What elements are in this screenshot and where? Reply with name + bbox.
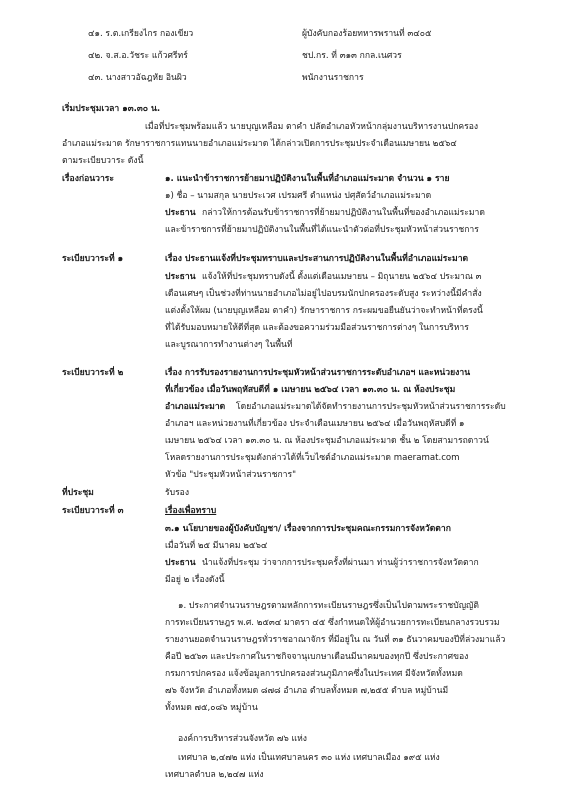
agenda-2-text: หัวข้อ "ประชุมหัวหน้าส่วนราชการ" [165,470,297,480]
provincial-admin-line: องค์การบริหารส่วนจังหวัด ๗๖ แห่ง [178,734,307,744]
agenda-3-date: เมื่อวันที่ ๒๕ มีนาคม ๒๕๖๔ [165,541,268,551]
meeting-start-label: เริ่มประชุมเวลา ๑๓.๓๐ น. [62,104,161,114]
attendee-name: ๔๓. นางสาวอัฉฎหัย อินผิว [88,73,187,83]
agenda-3-paragraph: ๑. ประกาศจำนวนราษฎรตามหลักการทะเบียนราษฎรซึ่งเป็นไปตามพระราชบัญญัติ [178,601,479,611]
agenda-3-paragraph: การทะเบียนราษฎร พ.ศ. ๒๕๓๔ มาตรา ๔๕ ซึ่งกำหนดให้ผู้อำนวยการทะเบียนกลางรวบรวม [165,618,500,628]
chair-text: และข้าราชการที่ย้ายมาปฏิบัติงานในพื้นที่ได้แนะนำตัวต่อที่ประชุมหัวหน้าส่วนราชการ [165,225,479,235]
agenda-2-label: ระเบียบวาระที่ ๒ [62,368,124,378]
agenda-2-text: โดยอำเภอแม่ระมาดได้จัดทำรายงานการประชุมหัวหน้าส่วนราชการระดับ [236,402,506,412]
agenda-1-text: แต่งตั้งให้ผม (นายบุญเหลือม ตาคำ) รักษาราชการ กระผมขอยืนยันว่าจะทำหน้าที่ตรงนี้ [165,306,483,316]
agenda-3-paragraph: ทั้งหมด ๗๕,๐๘๖ หมู่บ้าน [165,703,258,713]
opening-line: ตามระเบียบวาระ ดังนี้ [62,156,144,166]
agenda-1-label: ระเบียบวาระที่ ๑ [62,254,124,264]
agenda-3-label: ระเบียบวาระที่ ๓ [62,506,124,516]
agenda-2-text: เมษายน ๒๕๖๔ เวลา ๑๓.๓๐ น. ณ ห้องประชุมอำเภอแม่ระมาด ชั้น ๒ โดยสามารถดาวน์ [165,436,489,446]
opening-line: เมื่อที่ประชุมพร้อมแล้ว นายบุญเหลือม ตาคำ ปลัดอำเภอหัวหน้ากลุ่มงานบริหารงานปกครอง [145,122,479,132]
chair-label: ประธาน [165,272,196,282]
attendee-position: ชป.กร. ที่ ๓๑๓ กกล.เนศวร [302,51,402,61]
agenda-3-text: นำแจ้งที่ประชุม ว่าจากการประชุมครั้งที่ผ่านมา ท่านผู้ว่าราชการจังหวัดตาก [202,558,479,568]
agenda-2-heading: เรื่อง การรับรองรายงานการประชุมหัวหน้าส่วนราชการระดับอำเภอฯ และหน่วยงาน [165,368,471,378]
agenda-3-paragraph: กรมการปกครอง แจ้งข้อมูลการปกครองส่วนภูมิภาคซึ่งในประเทศ มีจังหวัดทั้งหมด [165,669,463,679]
agenda-2-heading: อำเภอแม่ระมาด [165,402,226,412]
resolution-label: ที่ประชุม [62,488,94,498]
chair-label: ประธาน [165,208,196,218]
agenda-1-heading: เรื่อง ประธานแจ้งที่ประชุมทราบและประสานการปฏิบัติงานในพื้นที่อำเภอแม่ระมาด [165,254,469,264]
agenda-2-text: โหลดรายงานการประชุมดังกล่าวได้ที่เว็บไซต์อำเภอแม่ระมาด maeramat.com [165,453,460,463]
agenda-3-text: มีอยู่ ๒ เรื่องดังนี้ [165,575,225,585]
agenda-3-paragraph: คือปี ๒๕๖๓ และประกาศในราชกิจจานุเบกษาเดือนมีนาคมของทุกปี ซึ่งประกาศของ [165,652,469,662]
attendee-name: ๔๒. จ.ส.อ.วัชระ แก้วศรีทร์ [88,51,188,61]
agenda-2-heading: ที่เกี่ยวข้อง เมื่อวันพฤหัสบดีที่ ๑ เมษายน ๒๕๖๔ เวลา ๑๓.๓๐ น. ณ ห้องประชุม [165,385,456,395]
agenda-3-subheading: ๓.๑ นโยบายของผู้บังคับบัญชา/ เรื่องจากการประชุมคณะกรรมการจังหวัดตาก [165,524,451,534]
agenda-1-text: และบูรณาการทำงานต่างๆ ในพื้นที่ [165,340,293,350]
chair-label: ประธาน [165,558,196,568]
before-agenda-item: ๑) ชื่อ – นามสกุล นายประเวศ เปรมศรี ตำแหน่ง ปศุสัตว์อำเภอแม่ระมาด [165,191,432,201]
attendee-name: ๔๑. ร.ต.เกรียงไกร กองเขียว [88,29,194,39]
resolution-value: รับรอง [165,488,190,498]
chair-text: กล่าวให้การต้อนรับข้าราชการที่ย้ายมาปฏิบัติงานในพื้นที่ของอำเภอแม่ระมาด [202,208,485,218]
agenda-1-text: ที่ได้รับมอบหมายให้ดีที่สุด และต้องขอความร่วมมือส่วนราชการต่างๆ ในการบริหาร [165,323,469,333]
agenda-2-text: อำเภอฯ และหน่วยงานที่เกี่ยวข้อง ประจำเดือนเมษายน ๒๕๖๔ เมื่อวันพฤหัสบดีที่ ๑ [165,419,465,429]
agenda-3-heading: เรื่องเพื่อทราบ [165,506,217,516]
before-agenda-heading: ๑. แนะนำข้าราชการย้ายมาปฏิบัติงานในพื้นที่อำเภอแม่ระมาด จำนวน ๑ ราย [165,174,450,184]
municipality-line: เทศบาลตำบล ๒,๒๔๗ แห่ง [165,770,264,780]
agenda-1-text: แจ้งให้ที่ประชุมทราบดังนี้ ตั้งแต่เดือนเมษายน – มิถุนายน ๒๕๖๔ ประมาณ ๓ [202,272,482,282]
before-agenda-label: เรื่องก่อนวาระ [62,174,115,184]
opening-line: อำเภอแม่ระมาด รักษาราชการแทนนายอำเภอแม่ระมาด ได้กล่าวเปิดการประชุมประจำเดือนเมษายน ๒๕๖๔ [62,139,457,149]
attendee-position: พนักงานราชการ [302,73,364,83]
agenda-3-paragraph: ๗๖ จังหวัด อำเภอทั้งหมด ๘๗๘ อำเภอ ตำบลทั้งหมด ๗,๒๕๕ ตำบล หมู่บ้านมี [165,686,449,696]
agenda-1-text: เดือนเศษๆ เป็นช่วงที่ท่านนายอำเภอไม่อยู่ไปอบรมนักปกครองระดับสูง ระหว่างนี้มีคำสั่ง [165,289,482,299]
municipality-line: เทศบาล ๒,๔๗๒ แห่ง เป็นเทศบาลนคร ๓๐ แห่ง เทศบาลเมือง ๑๙๕ แห่ง [178,753,440,763]
agenda-3-paragraph: รายงานยอดจำนวนราษฎรทั่วราชอาณาจักร ที่มีอยู่ใน ณ วันที่ ๓๑ ธันวาคมของปีที่ล่วงมาแล้ว [165,635,506,645]
attendee-position: ผู้บังคับกองร้อยทหารพรานที่ ๓๔๐๕ [302,29,432,39]
